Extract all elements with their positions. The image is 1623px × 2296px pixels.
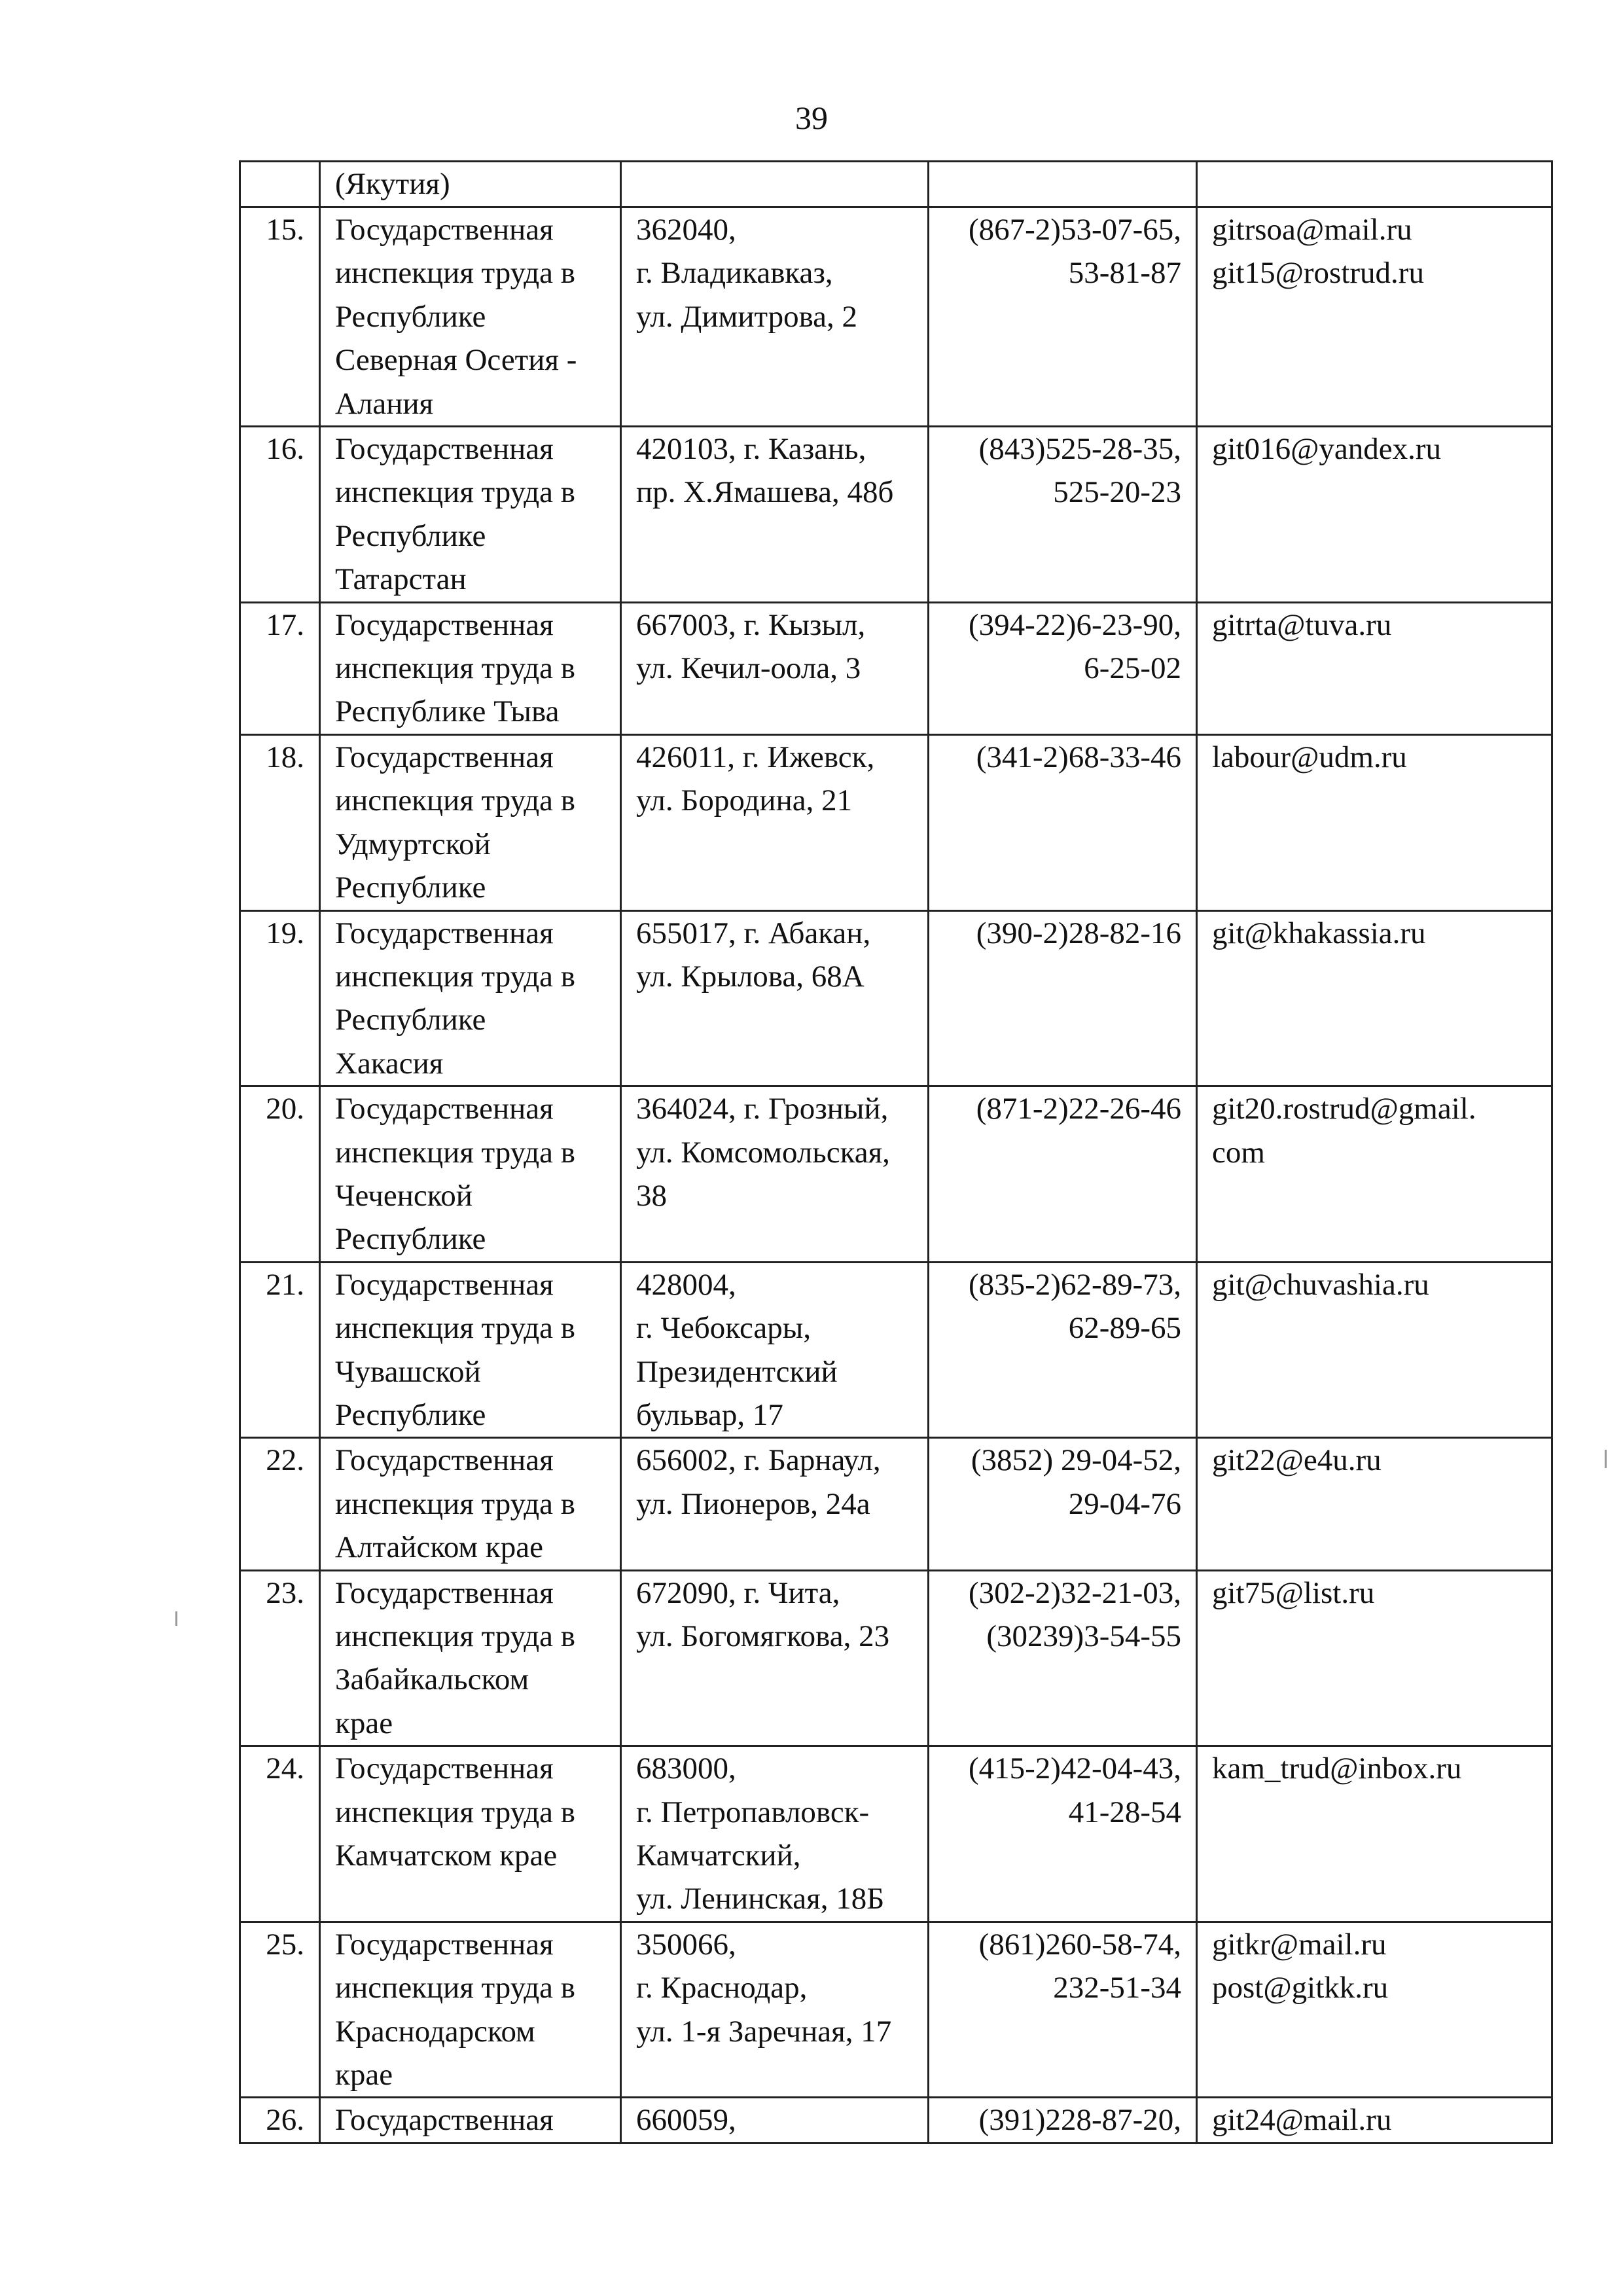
table-row bbox=[240, 602, 1552, 734]
address-cell: 428004, г. Чебоксары, Президентский бульвар, 17 bbox=[621, 1262, 929, 1438]
labour-inspection-table bbox=[239, 160, 1553, 2144]
row-number-cell: 18. bbox=[240, 734, 320, 910]
inspection-name-cell: Государственная инспекция труда в Республике Северная Осетия - Алания bbox=[320, 207, 621, 427]
row-number-cell bbox=[240, 162, 320, 207]
inspection-name-cell: Государственная инспекция труда в Камчатском крае bbox=[320, 1746, 621, 1922]
row-number-cell: 24. bbox=[240, 1746, 320, 1922]
phone-cell: (3852) 29-04-52, 29-04-76 bbox=[929, 1438, 1197, 1570]
table-row bbox=[240, 1086, 1552, 1263]
email-cell bbox=[1197, 162, 1552, 207]
email-cell: labour@udm.ru bbox=[1197, 734, 1552, 910]
phone-cell: (867-2)53-07-65, 53-81-87 bbox=[929, 207, 1197, 427]
inspection-name-cell: Государственная инспекция труда в Алтайском крае bbox=[320, 1438, 621, 1570]
address-cell: 672090, г. Чита, ул. Богомягкова, 23 bbox=[621, 1570, 929, 1746]
address-cell: 667003, г. Кызыл, ул. Кечил-оола, 3 bbox=[621, 602, 929, 734]
table-row bbox=[240, 1438, 1552, 1570]
address-cell bbox=[621, 162, 929, 207]
email-cell: git75@list.ru bbox=[1197, 1570, 1552, 1746]
row-number-cell: 20. bbox=[240, 1086, 320, 1263]
row-number-cell: 23. bbox=[240, 1570, 320, 1746]
email-cell: gitrsoa@mail.ru git15@rostrud.ru bbox=[1197, 207, 1552, 427]
phone-cell: (835-2)62-89-73, 62-89-65 bbox=[929, 1262, 1197, 1438]
phone-cell: (415-2)42-04-43, 41-28-54 bbox=[929, 1746, 1197, 1922]
inspection-name-cell: Государственная инспекция труда в Забайкальском крае bbox=[320, 1570, 621, 1746]
inspection-name-cell: (Якутия) bbox=[320, 162, 621, 207]
table-body bbox=[240, 162, 1552, 2144]
phone-cell: (341-2)68-33-46 bbox=[929, 734, 1197, 910]
scan-mark bbox=[1605, 1450, 1607, 1468]
address-cell: 655017, г. Абакан, ул. Крылова, 68А bbox=[621, 910, 929, 1086]
inspection-name-cell: Государственная инспекция труда в Чувашской Республике bbox=[320, 1262, 621, 1438]
inspection-name-cell: Государственная инспекция труда в Республике Тыва bbox=[320, 602, 621, 734]
address-cell: 426011, г. Ижевск, ул. Бородина, 21 bbox=[621, 734, 929, 910]
phone-cell: (391)228-87-20, bbox=[929, 2098, 1197, 2144]
table-row bbox=[240, 207, 1552, 427]
table-row bbox=[240, 734, 1552, 910]
phone-cell: (390-2)28-82-16 bbox=[929, 910, 1197, 1086]
inspection-name-cell: Государственная инспекция труда в Республике Татарстан bbox=[320, 427, 621, 603]
address-cell: 362040, г. Владикавказ, ул. Димитрова, 2 bbox=[621, 207, 929, 427]
phone-cell bbox=[929, 162, 1197, 207]
address-cell: 660059, bbox=[621, 2098, 929, 2144]
phone-cell: (394-22)6-23-90, 6-25-02 bbox=[929, 602, 1197, 734]
address-cell: 656002, г. Барнаул, ул. Пионеров, 24а bbox=[621, 1438, 929, 1570]
scan-mark bbox=[175, 1611, 177, 1626]
phone-cell: (302-2)32-21-03, (30239)3-54-55 bbox=[929, 1570, 1197, 1746]
table-row bbox=[240, 1922, 1552, 2098]
email-cell: kam_trud@inbox.ru bbox=[1197, 1746, 1552, 1922]
address-cell: 364024, г. Грозный, ул. Комсомольская, 38 bbox=[621, 1086, 929, 1263]
table-row bbox=[240, 162, 1552, 207]
inspection-name-cell: Государственная bbox=[320, 2098, 621, 2144]
inspection-name-cell: Государственная инспекция труда в Краснодарском крае bbox=[320, 1922, 621, 2098]
phone-cell: (871-2)22-26-46 bbox=[929, 1086, 1197, 1263]
address-cell: 350066, г. Краснодар, ул. 1-я Заречная, 17 bbox=[621, 1922, 929, 2098]
inspection-name-cell: Государственная инспекция труда в Чеченской Республике bbox=[320, 1086, 621, 1263]
address-cell: 420103, г. Казань, пр. Х.Ямашева, 48б bbox=[621, 427, 929, 603]
email-cell: git@khakassia.ru bbox=[1197, 910, 1552, 1086]
row-number-cell: 21. bbox=[240, 1262, 320, 1438]
table-row bbox=[240, 910, 1552, 1086]
inspection-name-cell: Государственная инспекция труда в Республике Хакасия bbox=[320, 910, 621, 1086]
email-cell: git22@e4u.ru bbox=[1197, 1438, 1552, 1570]
row-number-cell: 16. bbox=[240, 427, 320, 603]
email-cell: gitrta@tuva.ru bbox=[1197, 602, 1552, 734]
phone-cell: (861)260-58-74, 232-51-34 bbox=[929, 1922, 1197, 2098]
table-row bbox=[240, 1262, 1552, 1438]
email-cell: gitkr@mail.ru post@gitkk.ru bbox=[1197, 1922, 1552, 2098]
page-number: 39 bbox=[795, 99, 828, 136]
row-number-cell: 25. bbox=[240, 1922, 320, 2098]
table-row bbox=[240, 1570, 1552, 1746]
row-number-cell: 26. bbox=[240, 2098, 320, 2144]
table-row bbox=[240, 427, 1552, 603]
table-row bbox=[240, 2098, 1552, 2144]
email-cell: git24@mail.ru bbox=[1197, 2098, 1552, 2144]
row-number-cell: 22. bbox=[240, 1438, 320, 1570]
table-row bbox=[240, 1746, 1552, 1922]
row-number-cell: 17. bbox=[240, 602, 320, 734]
email-cell: git016@yandex.ru bbox=[1197, 427, 1552, 603]
inspection-name-cell: Государственная инспекция труда в Удмуртской Республике bbox=[320, 734, 621, 910]
phone-cell: (843)525-28-35, 525-20-23 bbox=[929, 427, 1197, 603]
address-cell: 683000, г. Петропавловск- Камчатский, ул. Ленинская, 18Б bbox=[621, 1746, 929, 1922]
email-cell: git20.rostrud@gmail. com bbox=[1197, 1086, 1552, 1263]
row-number-cell: 19. bbox=[240, 910, 320, 1086]
email-cell: git@chuvashia.ru bbox=[1197, 1262, 1552, 1438]
row-number-cell: 15. bbox=[240, 207, 320, 427]
